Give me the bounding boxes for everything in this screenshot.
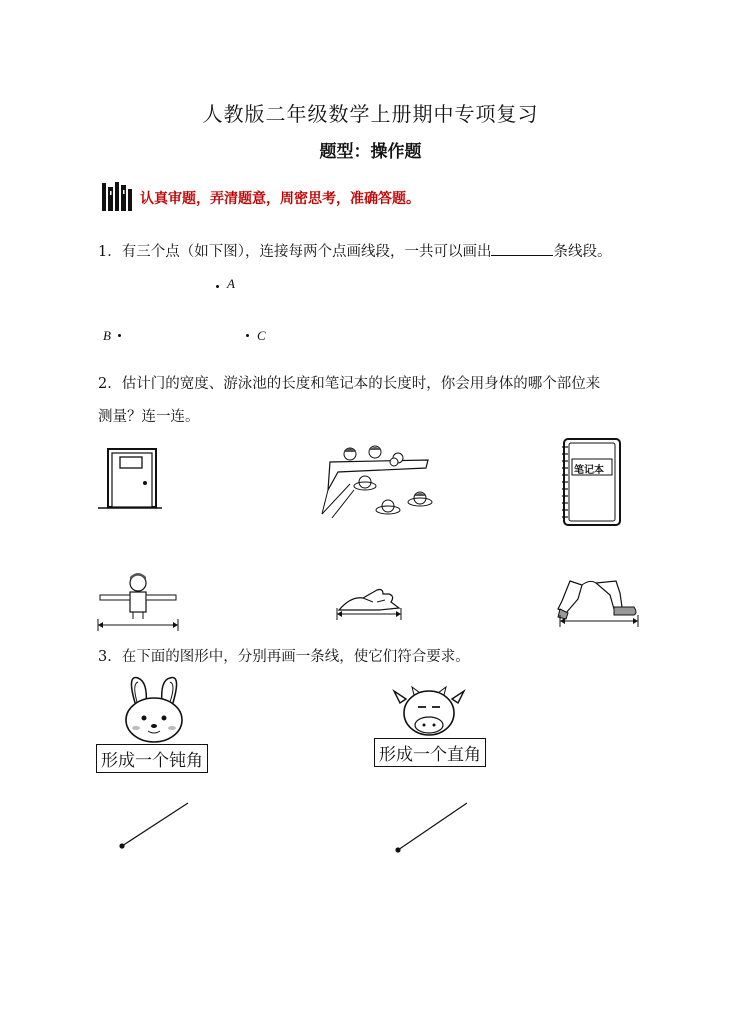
question-2-line-2: 测量？连一连。 (98, 409, 200, 425)
point-a-label: A (227, 276, 235, 291)
question-1-text-end: 条线段。 (553, 244, 612, 260)
hand-span-icon (333, 588, 405, 622)
point-b-label: B (103, 328, 111, 343)
point-a-dot (216, 285, 219, 288)
point-c-label: C (257, 328, 266, 343)
question-1-text: 1．有三个点（如下图），连接每两个点画线段，一共可以画出 (98, 244, 492, 260)
notebook-icon (560, 437, 626, 529)
point-c-dot (246, 334, 249, 337)
sign-obtuse-angle: 形成一个钝角 (96, 744, 208, 773)
question-1 (98, 240, 611, 261)
door-icon (98, 447, 162, 511)
angle-ray-right (394, 800, 470, 854)
question-3: 3．在下面的图形中，分别再画一条线，使它们符合要求。 (98, 649, 470, 665)
page-subtitle: 题型：操作题 (319, 142, 422, 162)
foot-step-icon (556, 579, 642, 629)
question-2-line-1: 2．估计门的宽度、游泳池的长度和笔记本的长度时，你会用身体的哪个部位来 (98, 376, 601, 392)
swimming-pool-icon (320, 444, 430, 522)
cow-icon (392, 685, 466, 741)
rabbit-icon (118, 676, 192, 746)
angle-ray-left (118, 800, 192, 850)
point-b-dot (118, 334, 121, 337)
answer-blank[interactable] (491, 241, 553, 256)
sign-right-angle: 形成一个直角 (374, 738, 486, 767)
book-shelf-icon (102, 181, 134, 213)
page-title: 人教版二年级数学上册期中专项复习 (202, 102, 539, 126)
exam-tip: 认真审题，弄清题意，周密思考，准确答题。 (140, 191, 420, 207)
arm-span-icon (96, 571, 182, 633)
notebook-label: 笔记本 (574, 465, 604, 476)
